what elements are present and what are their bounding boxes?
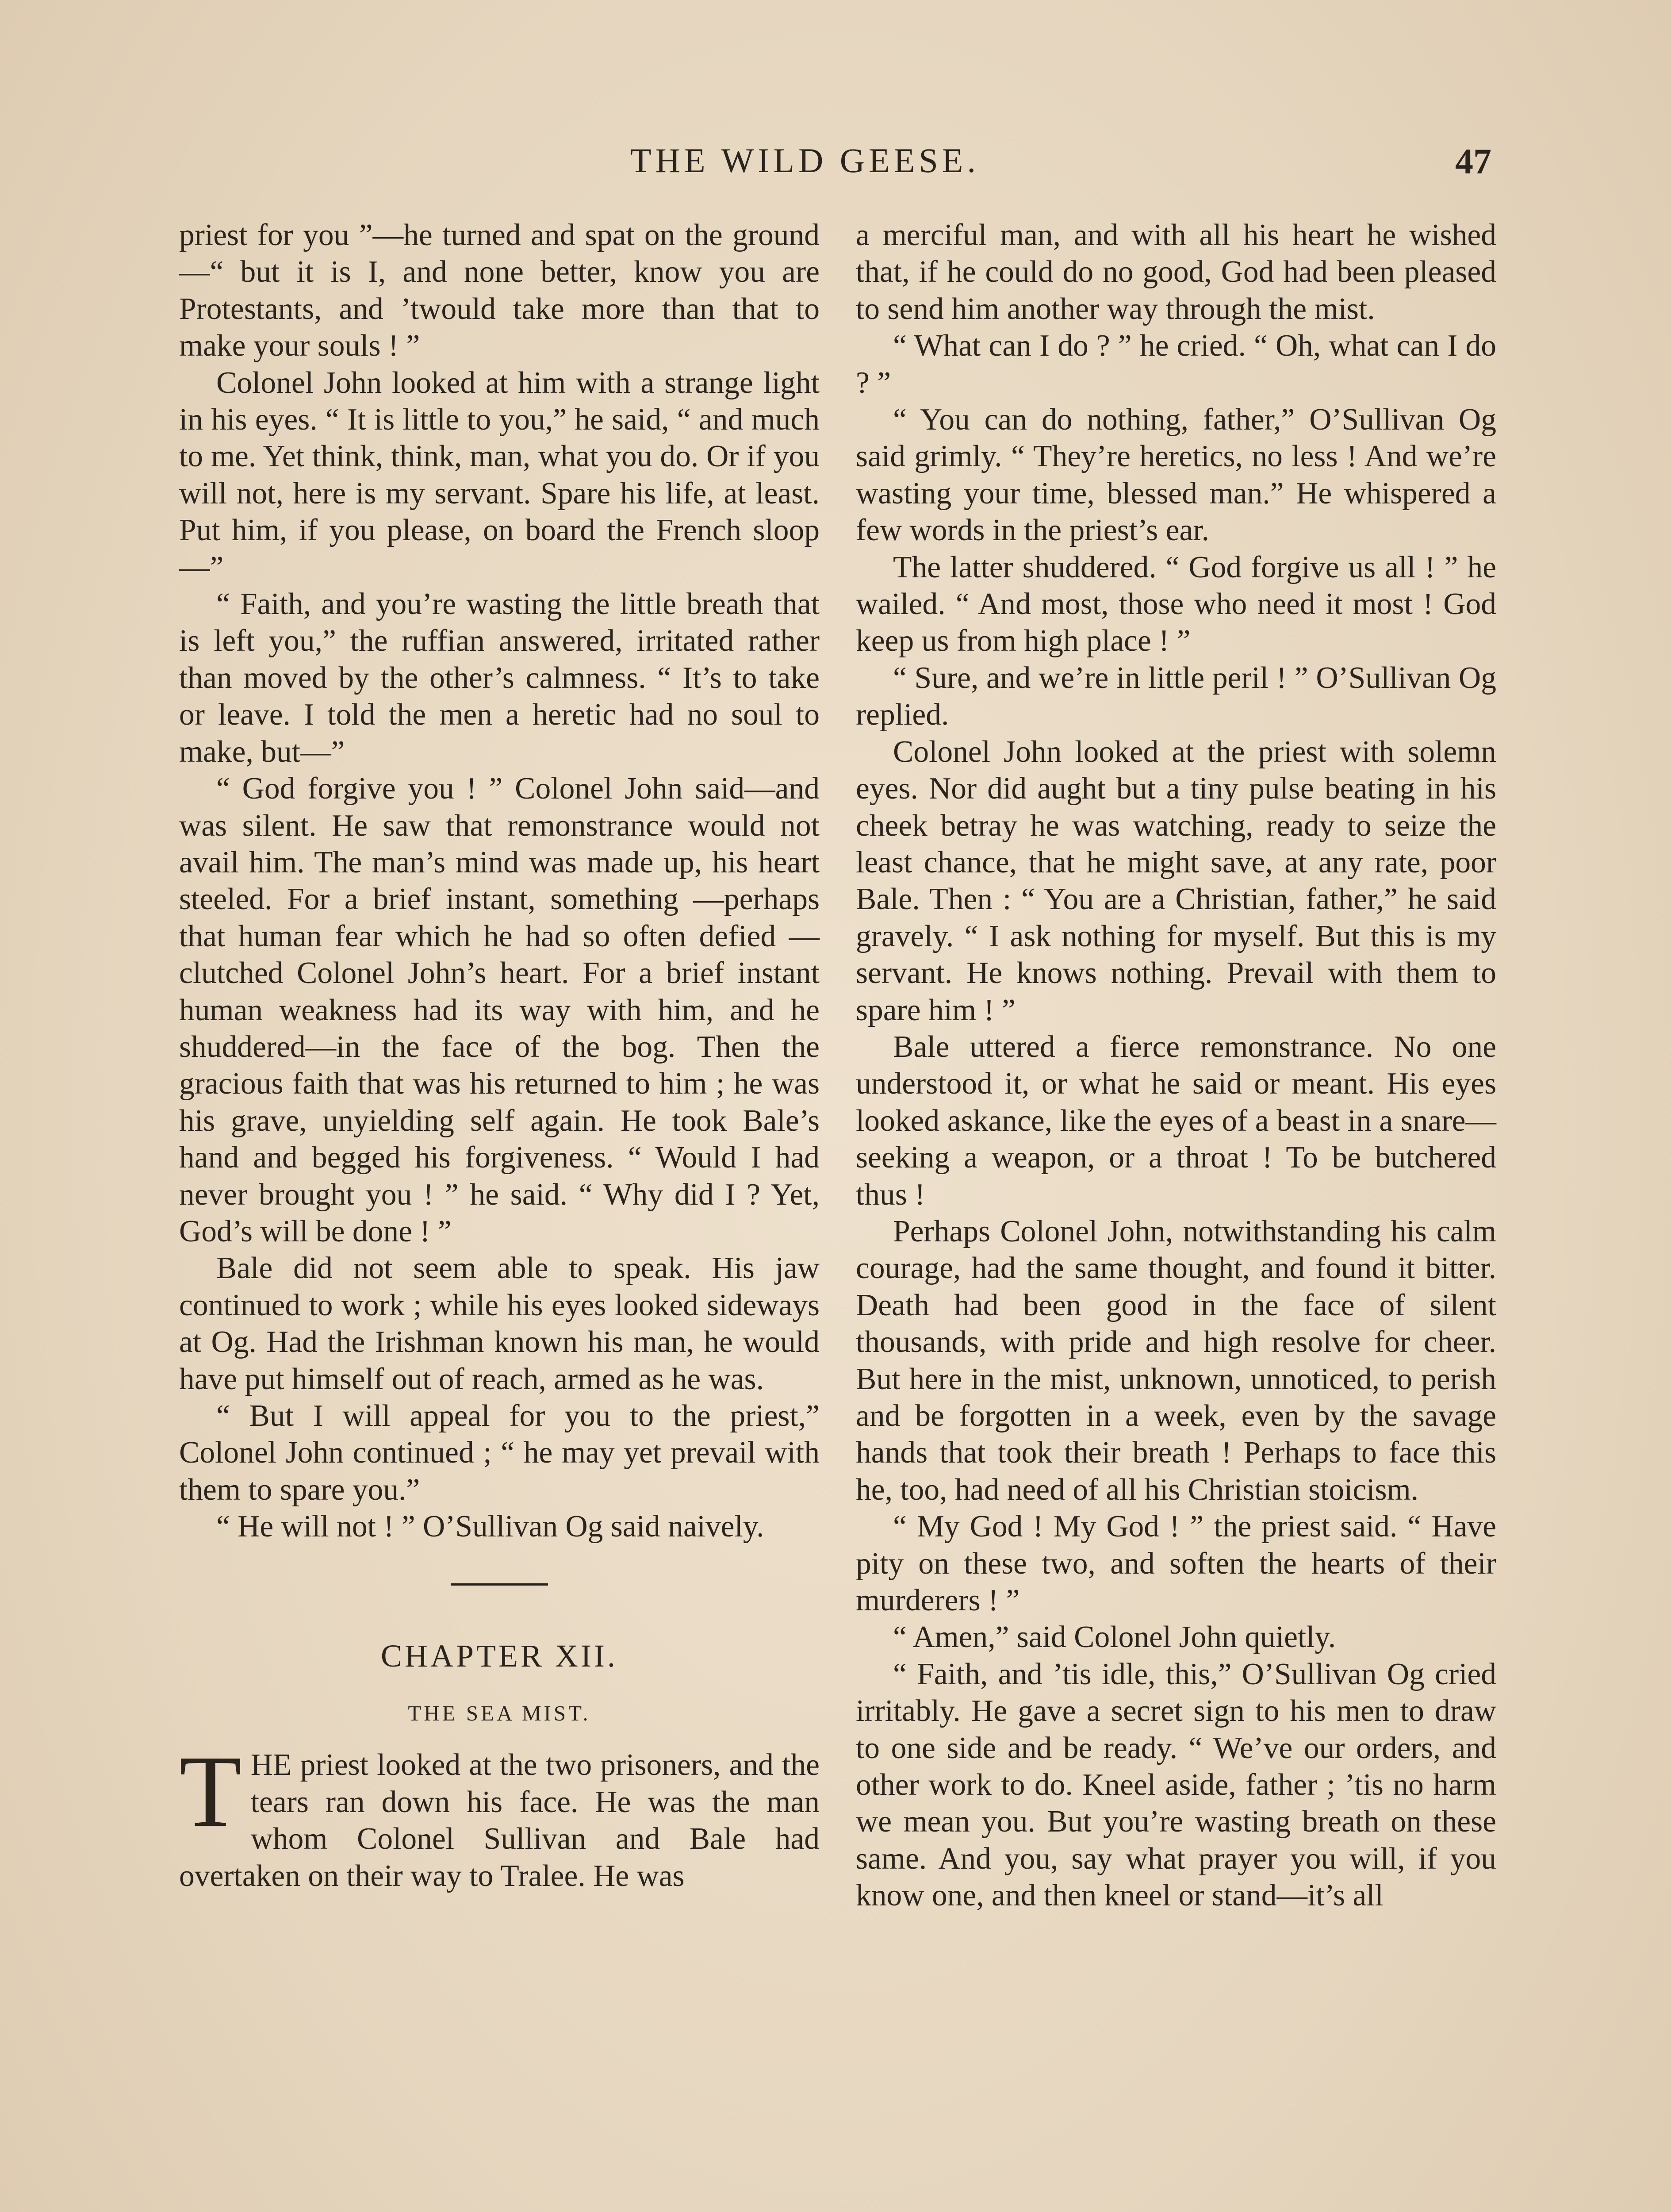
paragraph: Colonel John looked at the priest with solemn eyes. Nor did aught but a tiny pulse beating in his cheek betray he was watching, ready to seize the least chance, that he might save, at any rate, poor Bale. Then : “ You are a Christian, father,” he said gravely. “ I ask nothing for myself. But this is my servant. He knows nothing. Prevail with them to spare him ! ” [856, 734, 1496, 1027]
paragraph: Bale did not seem able to speak. His jaw continued to work ; while his eyes looked sideways at Og. Had the Irishman known his man, he would have put himself out of reach, armed as he was. [179, 1251, 820, 1396]
chapter-subtitle: THE SEA MIST. [408, 1701, 591, 1726]
chapter-title: CHAPTER XII. [381, 1638, 618, 1674]
paragraph: “ What can I do ? ” he cried. “ Oh, what can I do ? ” [856, 329, 1496, 400]
paragraph: “ Sure, and we’re in little peril ! ” O’Sullivan Og replied. [856, 661, 1496, 732]
right-column [856, 217, 1496, 1914]
paragraph: “ Faith, and ’tis idle, this,” O’Sullivan Og cried irritably. He gave a secret sign to his men to draw to one side and be ready. “ We’ve our orders, and other work to do. Kneel aside, father ; ’tis no harm we mean you. But you’re wasting breath on these same. And you, say what prayer you will, if you know one, and then kneel or stand—it’s all [856, 1657, 1496, 1913]
paragraph: Perhaps Colonel John, notwithstanding his calm courage, had the same thought, and found it bitter. Death had been good in the face of silent thousands, with pride and high resolve for cheer. But here in the mist, unknown, unnoticed, to perish and be forgotten in a week, even by the savage hands that took their breath ! Perhaps to face this he, too, had need of all his Christian stoicism. [856, 1214, 1496, 1507]
paragraph: Colonel John looked at him with a strange light in his eyes. “ It is little to you,” he said, “ and much to me. Yet think, think, man, what you do. Or if you will not, here is my servant. Spare his life, at least. Put him, if you please, on board the French sloop—” [179, 365, 820, 584]
left-column [179, 217, 820, 1894]
paragraph: “ You can do nothing, father,” O’Sullivan Og said grimly. “ They’re heretics, no less ! And we’re wasting your time, blessed man.” He whispered a few words in the priest’s ear. [856, 403, 1496, 548]
opening-paragraph-text: HE priest looked at the two prisoners, and the tears ran down his face. He was the man whom Colonel Sullivan and Bale had overtaken on their way to Tralee. He was [179, 1748, 820, 1893]
paragraph: “ Faith, and you’re wasting the little breath that is left you,” the ruffian answered, irritated rather than moved by the other’s calmness. “ It’s to take or leave. I told the men a heretic had no soul to make, but—” [179, 587, 820, 769]
drop-cap: T [179, 1735, 242, 1849]
paragraph: “ He will not ! ” O’Sullivan Og said naively. [216, 1509, 764, 1544]
page-number: 47 [1455, 141, 1491, 181]
paragraph: The latter shuddered. “ God forgive us all ! ” he wailed. “ And most, those who need it most ! God keep us from high place ! ” [856, 550, 1496, 658]
paragraph: priest for you ”—he turned and spat on the ground—“ but it is I, and none better, know you are Protestants, and ’twould take more than that to make your souls ! ” [179, 218, 820, 363]
paragraph: “ My God ! My God ! ” the priest said. “ Have pity on these two, and soften the hearts of their murderers ! ” [856, 1509, 1496, 1618]
running-head: THE WILD GEESE. [630, 141, 980, 180]
paragraph: Bale uttered a fierce remonstrance. No one understood it, or what he said or meant. His eyes looked askance, like the eyes of a beast in a snare—seeking a weapon, or a throat ! To be butchered thus ! [856, 1029, 1496, 1212]
paragraph: “ Amen,” said Colonel John quietly. [893, 1620, 1336, 1655]
section-divider [451, 1583, 548, 1586]
paragraph: a merciful man, and with all his heart he wished that, if he could do no good, God had been pleased to send him another way through the mist. [856, 218, 1496, 326]
opening-paragraph [179, 1735, 820, 1894]
paragraph: “ God forgive you ! ” Colonel John said—and was silent. He saw that remonstrance would not avail him. The man’s mind was made up, his heart steeled. For a brief instant, something —perhaps that human fear which he had so often defied — clutched Colonel John’s heart. For a brief instant human weakness had its way with him, and he shuddered—in the face of the bog. Then the gracious faith that was his returned to him ; he was his grave, unyielding self again. He took Bale’s hand and begged his forgiveness. “ Would I had never brought you ! ” he said. “ Why did I ? Yet, God’s will be done ! ” [179, 772, 820, 1248]
paragraph: “ But I will appeal for you to the priest,” Colonel John continued ; “ he may yet prevail with them to spare you.” [179, 1399, 820, 1507]
